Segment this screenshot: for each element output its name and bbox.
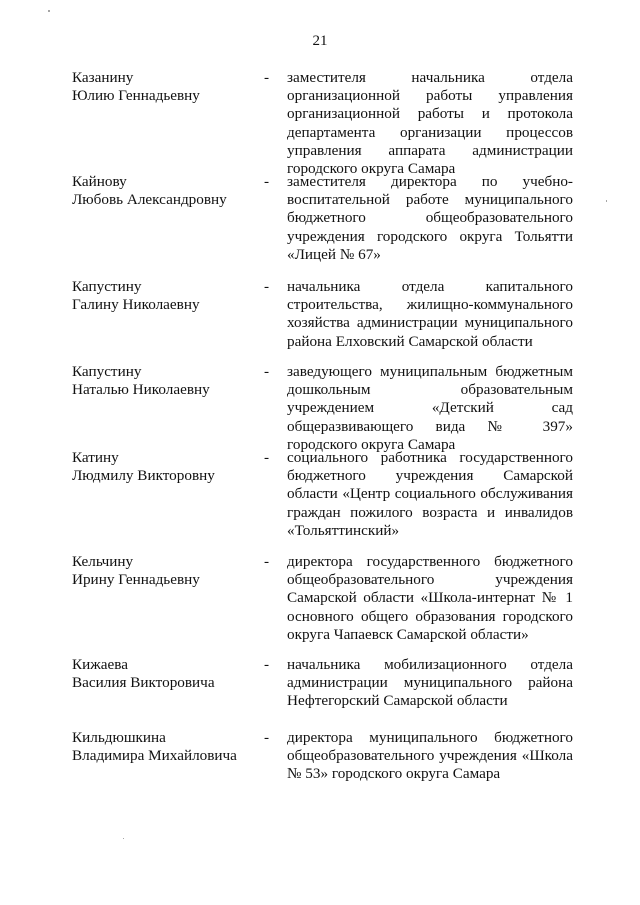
person-surname: Кайнову <box>72 173 127 190</box>
scan-speck <box>48 10 50 12</box>
dash-separator: - <box>264 656 270 673</box>
person-surname: Кильдюшкина <box>72 729 166 746</box>
dash-separator: - <box>264 449 270 466</box>
person-surname: Кижаева <box>72 656 128 673</box>
person-surname: Казанину <box>72 69 134 86</box>
person-name <box>72 69 252 105</box>
dash-separator: - <box>264 278 270 295</box>
person-given-name: Наталью Николаевну <box>72 381 210 399</box>
person-surname: Капустину <box>72 363 142 380</box>
person-name <box>72 449 252 485</box>
dash-separator: - <box>264 363 270 380</box>
person-name <box>72 553 252 589</box>
person-surname: Кельчину <box>72 553 134 570</box>
dash-separator: - <box>264 729 270 746</box>
person-position: заместителя начальника отдела организационной работы управления организационной работы и протокола департамента организации процессов управления аппарата администрации городского округа Самара <box>287 69 573 178</box>
person-name <box>72 278 252 314</box>
dash-separator: - <box>264 553 270 570</box>
person-given-name: Василия Викторовича <box>72 674 215 692</box>
person-name <box>72 173 252 209</box>
person-position: директора государственного бюджетного общеобразовательного учреждения Самарской области «Школа-интернат № 1 основного общего образования городского округа Чапаевск Самарской области» <box>287 553 573 643</box>
person-name <box>72 729 252 765</box>
person-given-name: Любовь Александровну <box>72 191 227 209</box>
person-given-name: Владимира Михайловича <box>72 747 237 765</box>
scan-speck <box>606 200 607 202</box>
dash-separator: - <box>264 173 270 190</box>
person-position: начальника мобилизационного отдела администрации муниципального района Нефтегорский Самарской области <box>287 656 573 710</box>
person-surname: Капустину <box>72 278 142 295</box>
person-surname: Катину <box>72 449 119 466</box>
person-position: социального работника государственного бюджетного учреждения Самарской области «Центр социального обслуживания граждан пожилого возраста и инвалидов «Тольяттинский» <box>287 449 573 539</box>
person-name <box>72 363 252 399</box>
page-number: 21 <box>312 33 328 49</box>
person-given-name: Людмилу Викторовну <box>72 467 215 485</box>
person-given-name: Юлию Геннадьевну <box>72 87 200 105</box>
dash-separator: - <box>264 69 270 86</box>
person-position: заведующего муниципальным бюджетным дошкольным образовательным учреждением «Детский сад общеразвивающего вида № 397» городского округа Самара <box>287 363 573 453</box>
person-name <box>72 656 252 692</box>
person-given-name: Ирину Геннадьевну <box>72 571 200 589</box>
person-position: директора муниципального бюджетного общеобразовательного учреждения «Школа № 53» городского округа Самара <box>287 729 573 783</box>
person-position: начальника отдела капитального строительства, жилищно-коммунального хозяйства администрации муниципального района Елховский Самарской области <box>287 278 573 350</box>
scan-speck <box>123 838 124 839</box>
person-given-name: Галину Николаевну <box>72 296 200 314</box>
person-position: заместителя директора по учебно-воспитательной работе муниципального бюджетного общеобразовательного учреждения городского округа Тольятти «Лицей № 67» <box>287 173 573 263</box>
